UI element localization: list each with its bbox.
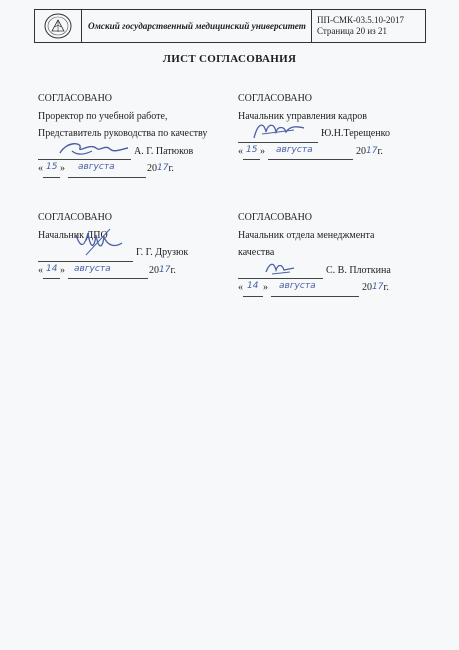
signer-name: С. В. Плоткина (326, 264, 391, 276)
university-name: Омский государственный медицинский университет (82, 10, 312, 42)
approved-label: СОГЛАСОВАНО (238, 93, 313, 104)
day-handwritten: 15 (46, 162, 58, 172)
document-header (34, 9, 426, 43)
approval-block-druzyuk (38, 209, 188, 279)
position-line-2: Представитель руководства по качеству (38, 128, 208, 139)
position-line-2: качества (238, 247, 275, 258)
day-handwritten: 14 (247, 281, 259, 291)
position-line-1: Начальник ДПО (38, 229, 108, 241)
approved-label: СОГЛАСОВАНО (238, 212, 313, 223)
day-handwritten: 14 (46, 263, 58, 274)
signature-line (38, 143, 207, 161)
date-line: « 14 » августа 20 17 г. (238, 279, 391, 297)
handwritten-signature (248, 118, 308, 142)
document-info (312, 10, 425, 42)
signature-line (238, 125, 390, 143)
position-line-1: Начальник отдела менеджмента (238, 229, 375, 241)
signer-name: Ю.Н.Терещенко (321, 128, 390, 139)
year-handwritten: 17 (372, 282, 384, 292)
page-number: Страница 20 из 21 (317, 26, 387, 36)
day-handwritten: 15 (246, 144, 258, 155)
year-handwritten: 17 (159, 264, 171, 275)
month-handwritten: августа (78, 162, 115, 172)
day-field (43, 162, 60, 178)
approved-label: СОГЛАСОВАНО (38, 93, 113, 104)
position-line-1: Начальник управления кадров (238, 110, 367, 122)
date-line: « 15 » августа 20 17 г. (238, 143, 390, 161)
day-field (43, 263, 60, 279)
year-handwritten: 17 (366, 145, 378, 156)
signer-name: А. Г. Патюков (134, 145, 194, 157)
month-handwritten: августа (279, 281, 316, 291)
signature-line (238, 262, 391, 280)
date-line: « 15 » августа 20 17 г. (38, 160, 207, 178)
month-handwritten: августа (74, 263, 111, 274)
approval-block-patyukov (38, 90, 207, 178)
day-field (243, 144, 260, 160)
approval-block-plotkina (238, 209, 391, 297)
approval-block-tereshchenko (238, 90, 390, 160)
document-code: ПП-СМК-03.5.10-2017 (317, 15, 404, 25)
handwritten-signature (66, 225, 126, 259)
date-line: « 14 » августа 20 17 г. (38, 262, 188, 280)
position-line-1: Проректор по учебной работе, (38, 110, 168, 122)
year-handwritten: 17 (157, 163, 169, 173)
handwritten-signature (42, 139, 132, 161)
month-handwritten: августа (276, 144, 313, 155)
university-logo (35, 10, 82, 42)
handwritten-signature (260, 258, 300, 278)
signature-line (38, 244, 188, 262)
approved-label: СОГЛАСОВАНО (38, 212, 113, 223)
emblem-icon (43, 12, 73, 40)
page-title: ЛИСТ СОГЛАСОВАНИЯ (162, 53, 297, 65)
signer-name: Г. Г. Друзюк (136, 247, 189, 258)
day-field (243, 281, 263, 297)
